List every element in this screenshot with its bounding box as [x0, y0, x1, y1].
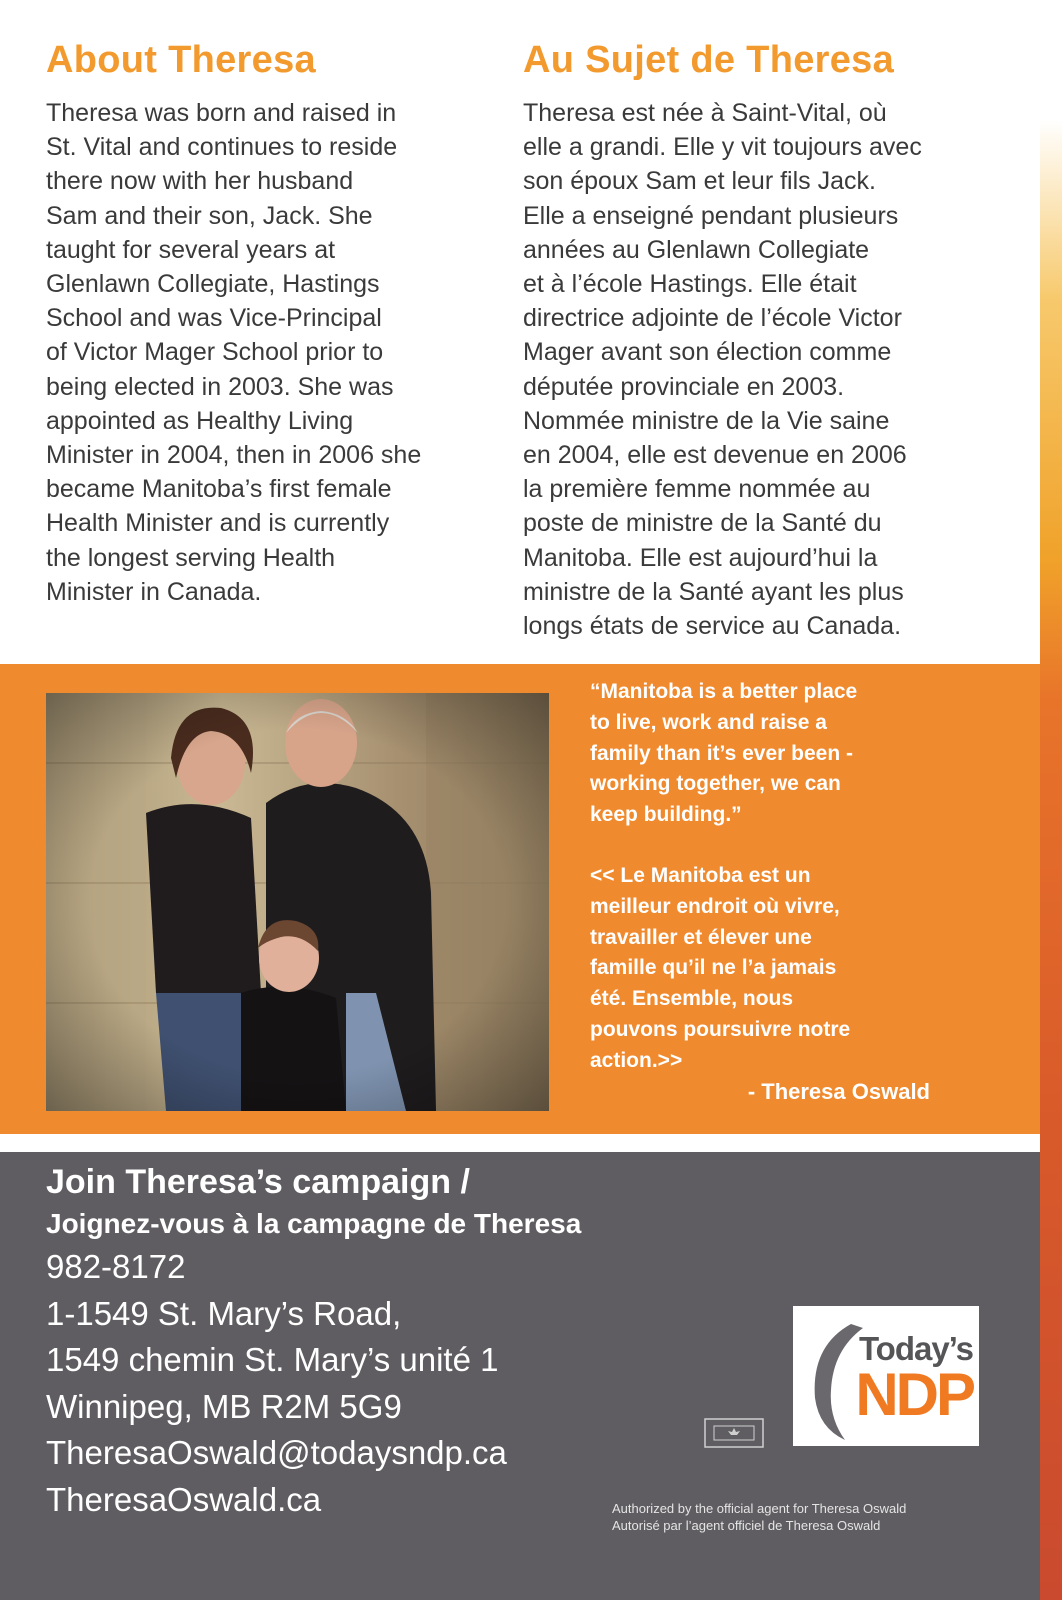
- text-line: ministre de la Santé ayant les plus: [523, 577, 904, 606]
- logo-todays-text: Today’s: [858, 1330, 973, 1367]
- quote-line: “Manitoba is a better place: [590, 680, 858, 703]
- text-line: Manitoba. Elle est aujourd’hui la: [523, 543, 878, 572]
- campaign-quote: [590, 677, 1010, 1107]
- quote-line: << Le Manitoba est un: [590, 863, 811, 887]
- quote-line: été. Ensemble, nous: [590, 987, 794, 1011]
- text-line: longs états de service au Canada.: [523, 612, 902, 641]
- email-link[interactable]: TheresaOswald@todaysndp.ca: [46, 1434, 507, 1471]
- text-line: députée provinciale en 2003.: [523, 372, 845, 401]
- family-photo-illustration: [46, 693, 549, 1111]
- family-photo: [46, 693, 549, 1111]
- quote-line: travailler et élever une: [590, 925, 812, 949]
- edge-color-stripe: [1040, 0, 1062, 1600]
- text-line: School and was Vice-Principal: [46, 304, 382, 333]
- text-line: elle a grandi. Elle y vit toujours avec: [523, 133, 922, 162]
- logo-ndp-text: NDP: [855, 1361, 973, 1428]
- phone-number[interactable]: 982-8172: [46, 1248, 186, 1285]
- text-line: the longest serving Health: [46, 543, 336, 572]
- authorization-notice: [612, 1500, 906, 1534]
- text-line: directrice adjointe de l’école Victor: [523, 304, 902, 333]
- text-line: Theresa was born and raised in: [46, 99, 397, 127]
- quote-line: working together, we can: [590, 772, 841, 796]
- text-line: Sam and their son, Jack. She: [46, 201, 373, 230]
- text-line: la première femme nommée au: [523, 475, 871, 504]
- text-line: taught for several years at: [46, 235, 336, 264]
- address-fr: 1549 chemin St. Mary’s unité 1: [46, 1341, 499, 1378]
- text-line: poste de ministre de la Santé du: [523, 509, 882, 538]
- about-heading-en: About Theresa: [46, 39, 316, 81]
- text-line: became Manitoba’s first female: [46, 475, 392, 504]
- campaign-title-fr: Joignez-vous à la campagne de Theresa: [46, 1208, 582, 1239]
- text-line: Health Minister and is currently: [46, 509, 390, 538]
- authorization-fr: Autorisé par l’agent officiel de Theresa Oswald: [612, 1518, 881, 1533]
- text-line: of Victor Mager School prior to: [46, 338, 384, 367]
- quote-line: famille qu’il ne l’a jamais: [590, 956, 837, 980]
- about-body-en: [46, 96, 496, 609]
- text-line: Elle a enseigné pendant plusieurs: [523, 201, 899, 230]
- about-english-column: [46, 36, 496, 609]
- text-line: appointed as Healthy Living: [46, 406, 354, 435]
- text-line: Minister in 2004, then in 2006 she: [46, 441, 422, 470]
- quote-line: family than it’s ever been -: [590, 741, 853, 765]
- quote-line: keep building.”: [590, 803, 742, 827]
- quote-line: meilleur endroit où vivre,: [590, 894, 840, 918]
- quote-signature: - Theresa Oswald: [747, 1078, 930, 1104]
- address-en: 1-1549 St. Mary’s Road,: [46, 1294, 402, 1332]
- text-line: et à l’école Hastings. Elle était: [523, 270, 857, 299]
- text-line: son époux Sam et leur fils Jack.: [523, 167, 876, 196]
- text-line: St. Vital and continues to reside: [46, 133, 398, 162]
- text-line: Nommée ministre de la Vie saine: [523, 406, 890, 435]
- website-link[interactable]: TheresaOswald.ca: [46, 1480, 322, 1518]
- text-line: being elected in 2003. She was: [46, 372, 394, 401]
- text-line: Minister in Canada.: [46, 577, 262, 606]
- about-french-column: [523, 36, 993, 643]
- campaign-title-en: Join Theresa’s campaign /: [46, 1163, 470, 1201]
- ndp-logo: [793, 1306, 979, 1446]
- authorization-en: Authorized by the official agent for Theresa Oswald: [612, 1501, 907, 1516]
- text-line: années au Glenlawn Collegiate: [523, 235, 870, 264]
- quote-french: [590, 861, 1010, 1077]
- about-body-fr: [523, 96, 993, 643]
- city-postal: Winnipeg, MB R2M 5G9: [46, 1387, 402, 1425]
- quote-line: action.>>: [590, 1048, 683, 1072]
- text-line: Mager avant son élection comme: [523, 338, 892, 367]
- quote-line: to live, work and raise a: [590, 710, 827, 734]
- text-line: en 2004, elle est devenue en 2006: [523, 441, 907, 470]
- contact-block: [46, 1160, 581, 1523]
- quote-english: [590, 677, 1010, 831]
- quote-line: pouvons poursuivre notre: [590, 1017, 851, 1041]
- about-heading-fr: Au Sujet de Theresa: [523, 39, 895, 81]
- text-line: Glenlawn Collegiate, Hastings: [46, 270, 380, 299]
- union-label-icon: [704, 1418, 764, 1448]
- text-line: Theresa est née à Saint-Vital, où: [523, 99, 887, 127]
- text-line: there now with her husband: [46, 167, 354, 196]
